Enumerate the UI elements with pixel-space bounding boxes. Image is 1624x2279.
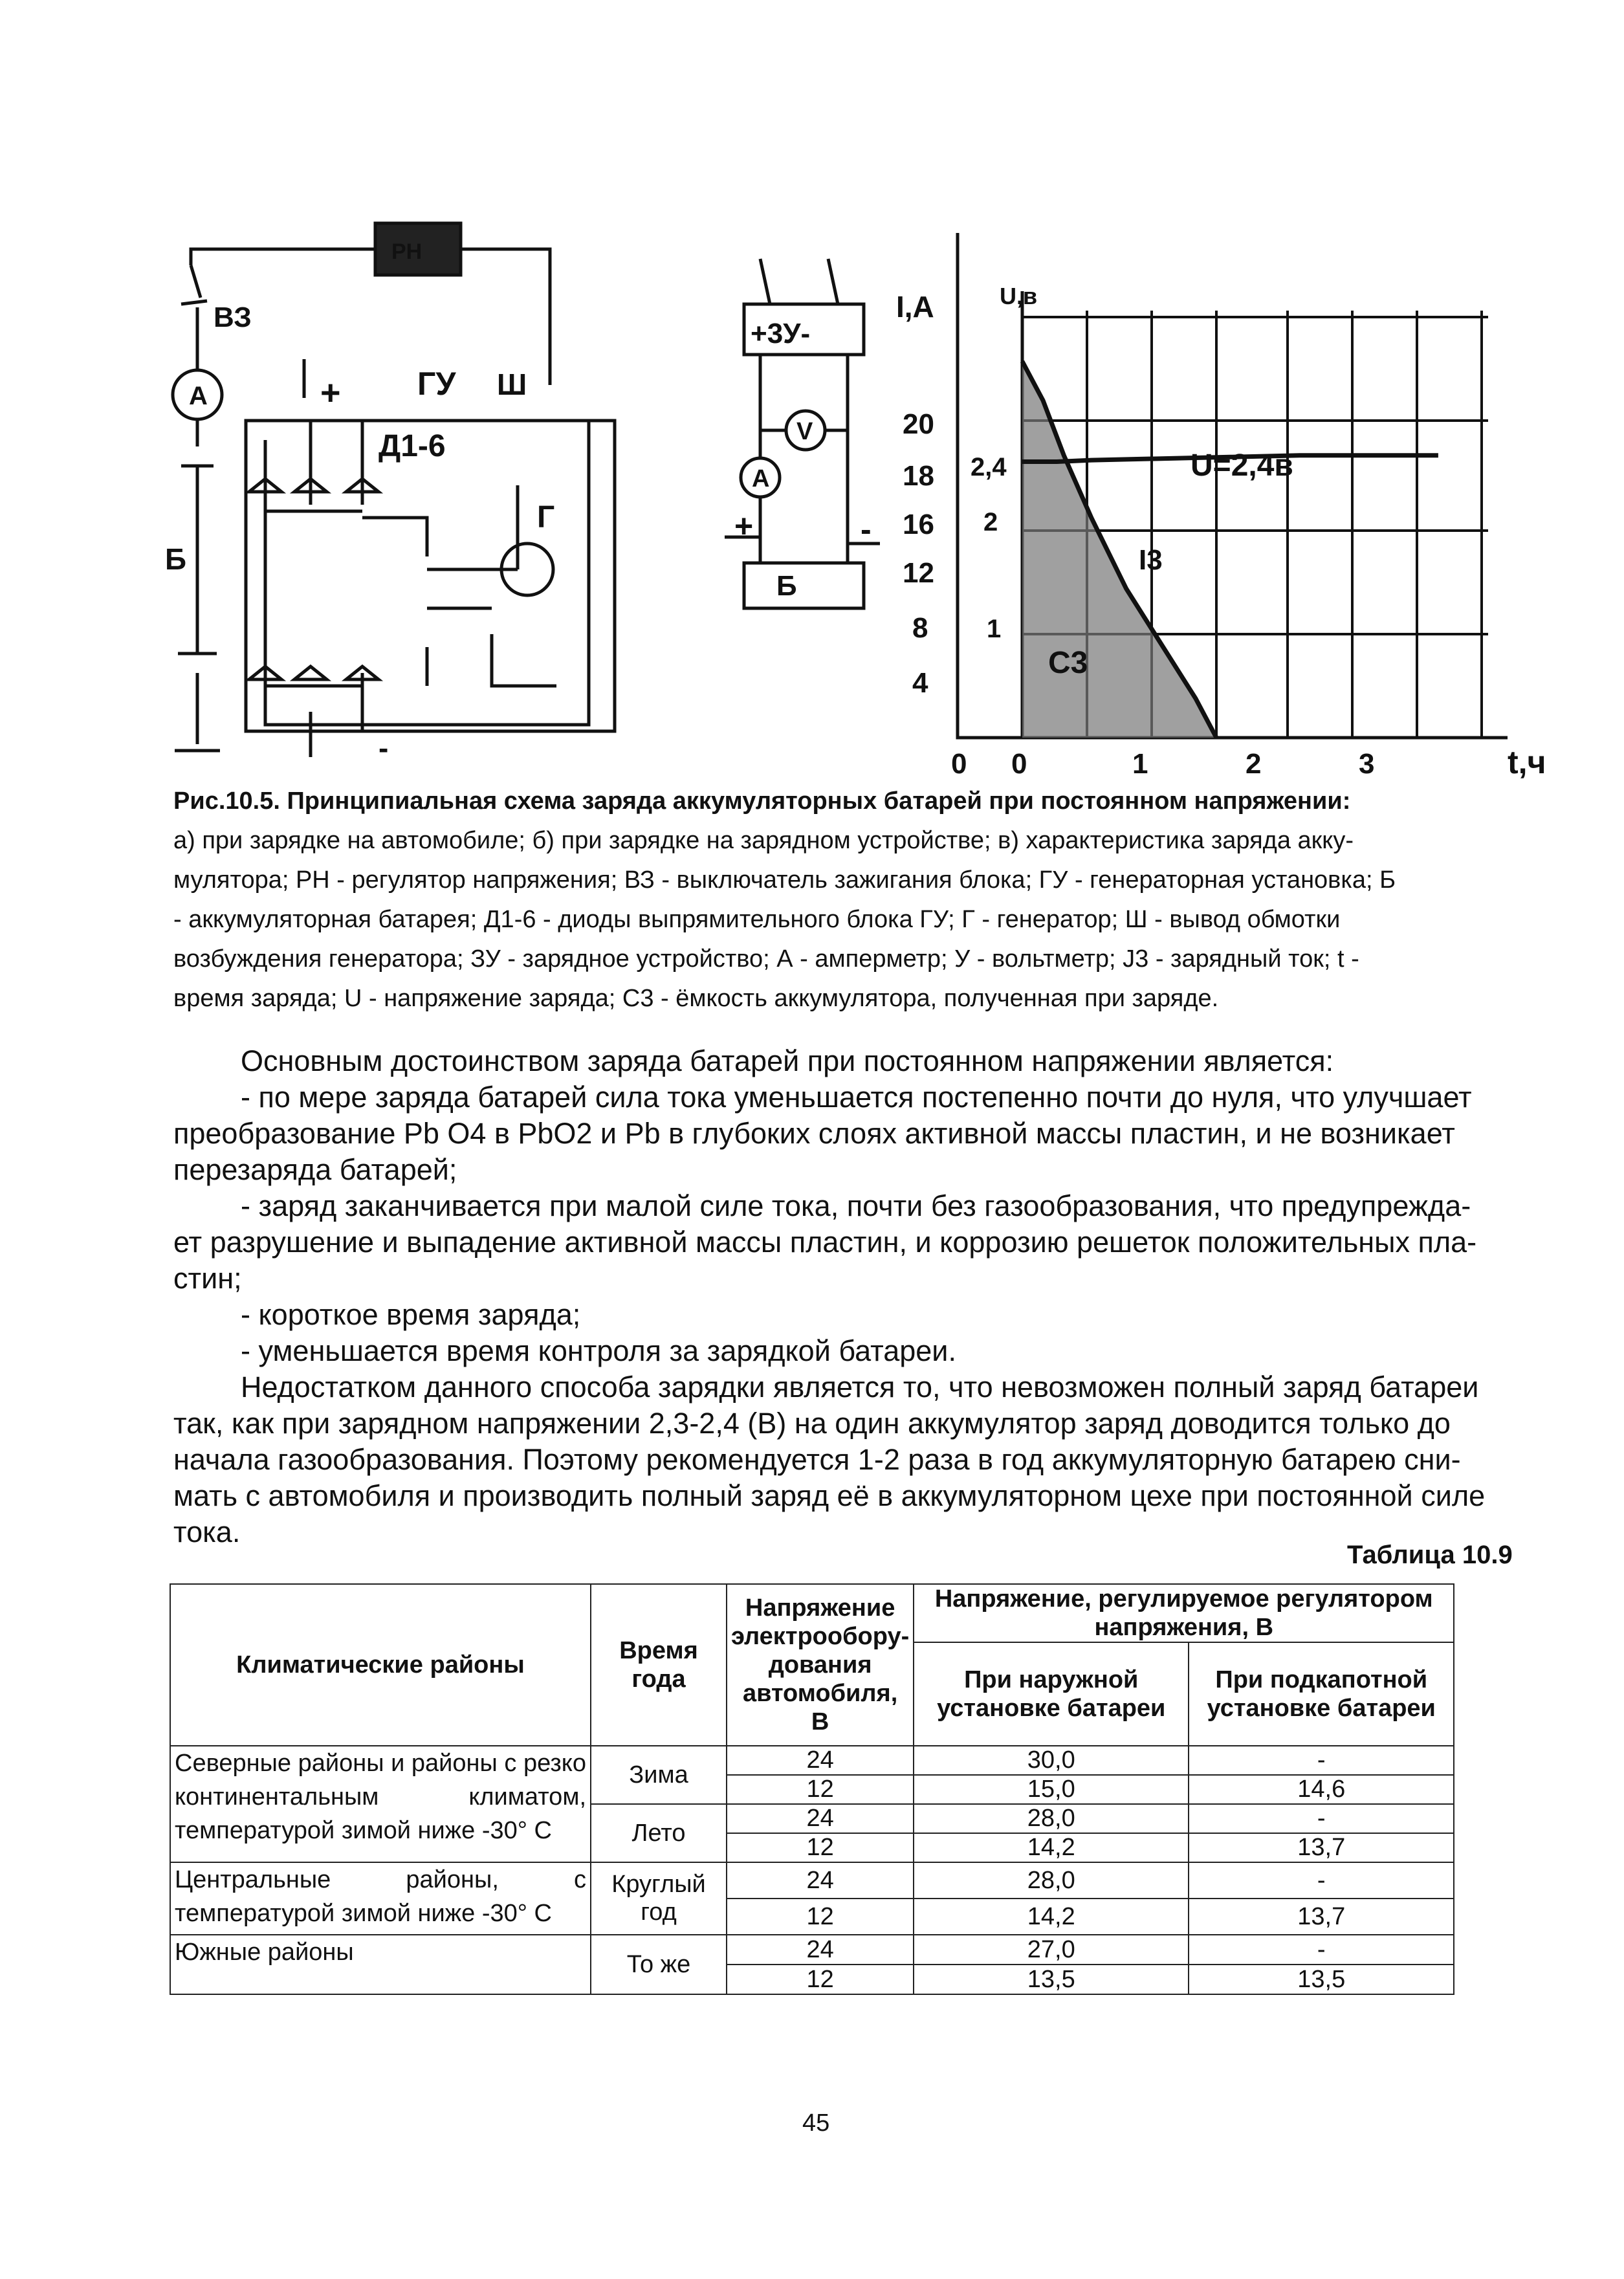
graph-current-tick: 0 [951,748,967,780]
cell-voltage: 24 [727,1804,914,1833]
graph-current-tick: 4 [912,667,928,699]
caption-label: Рис.10.5. [173,787,280,815]
graph-voltage-tick: 1 [987,615,1002,643]
caption-line: - аккумуляторная батарея; Д1-6 - диоды выпрямительного блока ГУ; Г - генератор; Ш - вывод обмотки [173,906,1341,933]
paragraph-line: Основным достоинством заряда батарей при постоянном напряжении является: [241,1044,1334,1077]
header-outside: При наружной установке батареи [914,1642,1189,1746]
table-title: Таблица 10.9 [1347,1541,1513,1569]
cell-under-hood: - [1189,1862,1454,1899]
cell-under-hood: - [1189,1746,1454,1775]
figure-10-5 [0,0,1624,789]
graph-voltage-tick: 2 [983,508,998,536]
label-terminal: Ш [497,368,527,401]
label-ammeter-a: A [189,382,208,410]
caption-title: Принципиальная схема заряда аккумуляторных батарей при постоянном напряжении: [287,787,1351,815]
graph-time-tick: 2 [1245,748,1262,780]
label-diodes: Д1-6 [379,429,446,463]
charge-graph [958,233,1508,738]
diode-symbol [249,479,379,679]
graph-current-tick: 8 [912,612,928,644]
page-number: 45 [802,2109,830,2137]
header-region: Климатические районы [170,1584,591,1746]
region-cell: Центральные районы, с температурой зимой ниже -30° С [170,1862,591,1935]
cell-outside: 13,5 [914,1965,1189,1994]
label-minus-a: - [379,731,389,765]
header-voltage: Напряжение электрообору-дования автомобиля, В [727,1584,914,1746]
paragraph-line: начала газообразования. Поэтому рекомендуется 1-2 раза в год аккумуляторную батарею сни- [173,1443,1461,1476]
season-cell: Круглый год [591,1862,727,1935]
cell-under-hood: 13,5 [1189,1965,1454,1994]
paragraph-line: - короткое время заряда; [241,1298,581,1331]
region-cell: Северные районы и районы с резко континентальным климатом, температурой зимой ниже -30° С [170,1746,591,1862]
paragraph-line: ет разрушение и выпадение активной массы пластин, и коррозию решеток положительных пла- [173,1226,1477,1259]
header-season: Время года [591,1584,727,1746]
paragraph-line: перезаряда батарей; [173,1153,457,1186]
paragraph-line: мать с автомобиля и производить полный заряд её в аккумуляторном цехе при постоянной силе [173,1479,1486,1512]
paragraph-line: стин; [173,1262,242,1295]
label-minus-b: - [861,511,872,547]
cell-outside: 14,2 [914,1833,1189,1862]
graph-voltage-tick: 2,4 [971,453,1007,481]
cell-outside: 30,0 [914,1746,1189,1775]
caption-title-line [173,782,1539,821]
label-regulator: РН [391,239,422,264]
graph-y-left-label: I,A [896,290,934,324]
graph-voltage-tick: 0 [1011,748,1027,780]
cell-voltage: 24 [727,1862,914,1899]
graph-x-label: t,ч [1508,744,1546,780]
paragraph-line: - уменьшается время контроля за зарядкой батареи. [241,1334,956,1367]
cell-outside: 28,0 [914,1804,1189,1833]
header-under-hood: При подкапотной установке батареи [1189,1642,1454,1746]
cell-voltage: 12 [727,1965,914,1994]
header-regulated: Напряжение, регулируемое регулятором напряжения, В [914,1584,1454,1642]
cell-under-hood: 14,6 [1189,1775,1454,1804]
cell-under-hood: 13,7 [1189,1899,1454,1935]
label-battery-b: Б [776,570,797,602]
label-switch: ВЗ [214,302,252,333]
label-ammeter-b: A [752,465,770,492]
graph-time-tick: 3 [1359,748,1375,780]
paragraph-line: тока. [173,1515,241,1548]
graph-current-tick: 12 [903,557,934,589]
region-cell: Южные районы [170,1935,591,1994]
cell-outside: 28,0 [914,1862,1189,1899]
paragraph-line: - по мере заряда батарей сила тока уменьшается постепенно почти до нуля, что улучшает [241,1081,1472,1114]
cell-under-hood: - [1189,1935,1454,1965]
figure-caption [173,782,1539,1018]
graph-current-label: I3 [1139,544,1163,576]
graph-time-tick: 1 [1132,748,1148,780]
paragraph-line: Недостатком данного способа зарядки является то, что невозможен полный заряд батареи [241,1371,1479,1404]
graph-current-tick: 20 [903,408,934,440]
season-cell: Зима [591,1746,727,1804]
graph-current-tick: 16 [903,509,934,540]
label-unit: ГУ [417,366,456,402]
caption-line: время заряда; U - напряжение заряда; С3 - ёмкость аккумулятора, полученная при заряде. [173,985,1219,1012]
paragraph-line: преобразование Pb O4 в PbO2 и Pb в глубоких слоях активной массы пластин, и не возникает [173,1117,1455,1150]
cell-voltage: 24 [727,1935,914,1965]
cell-voltage: 12 [727,1833,914,1862]
graph-capacity-label: C3 [1048,646,1088,680]
cell-outside: 15,0 [914,1775,1189,1804]
paragraph-line: так, как при зарядном напряжении 2,3-2,4 (В) на один аккумулятор заряд доводится только до [173,1407,1451,1440]
caption-line: возбуждения генератора; ЗУ - зарядное устройство; А - амперметр; У - вольтметр; J3 - зарядный ток; t - [173,945,1359,973]
battery-a-symbol [175,466,220,751]
graph-current-tick: 18 [903,460,934,492]
cell-outside: 27,0 [914,1935,1189,1965]
cell-under-hood: 13,7 [1189,1833,1454,1862]
label-plus-b: + [734,508,754,544]
paragraph-line: - заряд заканчивается при малой силе тока, почти без газообразования, что предупрежда- [241,1189,1471,1222]
label-plus-a: + [320,373,341,412]
caption-line: а) при зарядке на автомобиле; б) при зарядке на зарядном устройстве; в) характеристика заряда акку- [173,827,1354,854]
cell-voltage: 12 [727,1775,914,1804]
caption-line: мулятора; РН - регулятор напряжения; ВЗ - выключатель зажигания блока; ГУ - генераторная установка; Б [173,866,1396,894]
cell-under-hood: - [1189,1804,1454,1833]
cell-voltage: 24 [727,1746,914,1775]
season-cell: Лето [591,1804,727,1862]
label-battery-a: Б [165,542,187,576]
body-text [173,1043,1539,1550]
cell-outside: 14,2 [914,1899,1189,1935]
cell-voltage: 12 [727,1899,914,1935]
graph-u-label: U=2,4в [1191,448,1293,483]
label-voltmeter: V [796,418,813,445]
graph-y-right-label: U,в [1000,283,1038,309]
label-generator: Г [537,500,555,534]
voltage-table [170,1583,1454,1995]
battery-b-box [744,563,864,608]
season-cell: То же [591,1935,727,1994]
label-charger: +3У- [751,318,811,349]
